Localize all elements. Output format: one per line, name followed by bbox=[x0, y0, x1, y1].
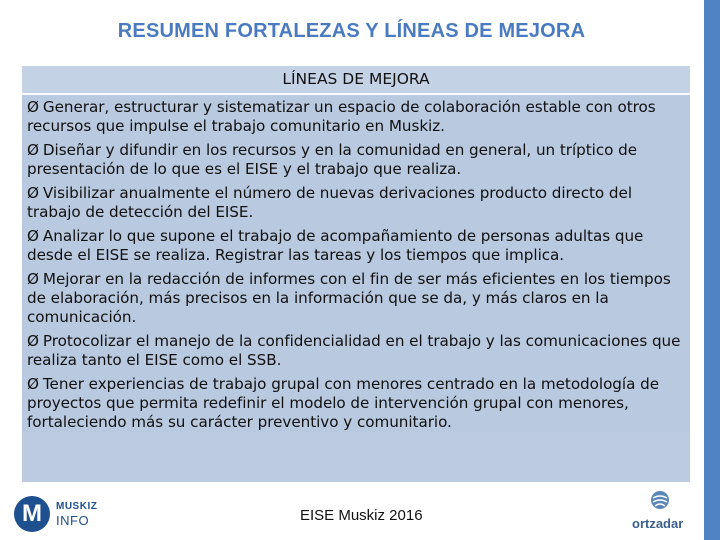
arrow-bullet-icon: Ø bbox=[27, 227, 39, 245]
list-item-text: Diseñar y difundir en los recursos y en la comunidad en general, un tríptico de presentación de lo que es el EISE y el trabajo que realiza. bbox=[27, 141, 638, 178]
ortzadar-logo bbox=[628, 490, 694, 536]
muskiz-logo-mark: M bbox=[22, 500, 42, 527]
table-body bbox=[22, 95, 690, 432]
list-item-text: Tener experiencias de trabajo grupal con menores centrado en la metodología de proyectos que permita redefinir el modelo de intervención grupal con menores, fortaleciendo más su carácter preventivo y comunitario. bbox=[27, 375, 659, 431]
muskiz-logo-word: MUSKIZ bbox=[56, 501, 98, 512]
list-item-text: Mejorar en la redacción de informes con el fin de ser más eficientes en los tiempos de elaboración, más precisos en la información que se da, y más claros en la comunicación. bbox=[27, 270, 671, 326]
arrow-bullet-icon: Ø bbox=[27, 184, 39, 202]
footer-caption: EISE Muskiz 2016 bbox=[300, 507, 423, 524]
info-logo-word: INFO bbox=[56, 513, 90, 528]
table-header: LÍNEAS DE MEJORA bbox=[22, 66, 690, 95]
list-item-text: Protocolizar el manejo de la confidencialidad en el trabajo y las comunicaciones que realiza tanto el EISE como el SSB. bbox=[27, 332, 681, 369]
arrow-bullet-icon: Ø bbox=[27, 332, 39, 350]
list-item-text: Visibilizar anualmente el número de nuevas derivaciones producto directo del trabajo de detección del EISE. bbox=[27, 184, 632, 221]
list-item bbox=[27, 332, 684, 370]
side-accent-bar bbox=[704, 0, 720, 540]
list-item-text: Generar, estructurar y sistematizar un espacio de colaboración estable con otros recursos que impulse el trabajo comunitario en Muskiz. bbox=[27, 98, 656, 135]
globe-icon bbox=[650, 490, 670, 510]
arrow-bullet-icon: Ø bbox=[27, 141, 39, 159]
muskiz-info-logo bbox=[14, 494, 124, 534]
slide-title: RESUMEN FORTALEZAS Y LÍNEAS DE MEJORA bbox=[117, 20, 586, 42]
arrow-bullet-icon: Ø bbox=[27, 375, 39, 393]
arrow-bullet-icon: Ø bbox=[27, 270, 39, 288]
improvement-lines-table bbox=[22, 66, 690, 482]
list-item bbox=[27, 184, 684, 222]
list-item bbox=[27, 98, 684, 136]
ortzadar-logo-word: ortzadar bbox=[632, 516, 684, 531]
list-item bbox=[27, 227, 684, 265]
list-item-text: Analizar lo que supone el trabajo de acompañamiento de personas adultas que desde el EISE se realiza. Registrar las tareas y los tiempos que implica. bbox=[27, 227, 644, 264]
arrow-bullet-icon: Ø bbox=[27, 98, 39, 116]
list-item bbox=[27, 141, 684, 179]
list-item bbox=[27, 375, 684, 432]
list-item bbox=[27, 270, 684, 327]
muskiz-logo-circle bbox=[14, 496, 50, 532]
